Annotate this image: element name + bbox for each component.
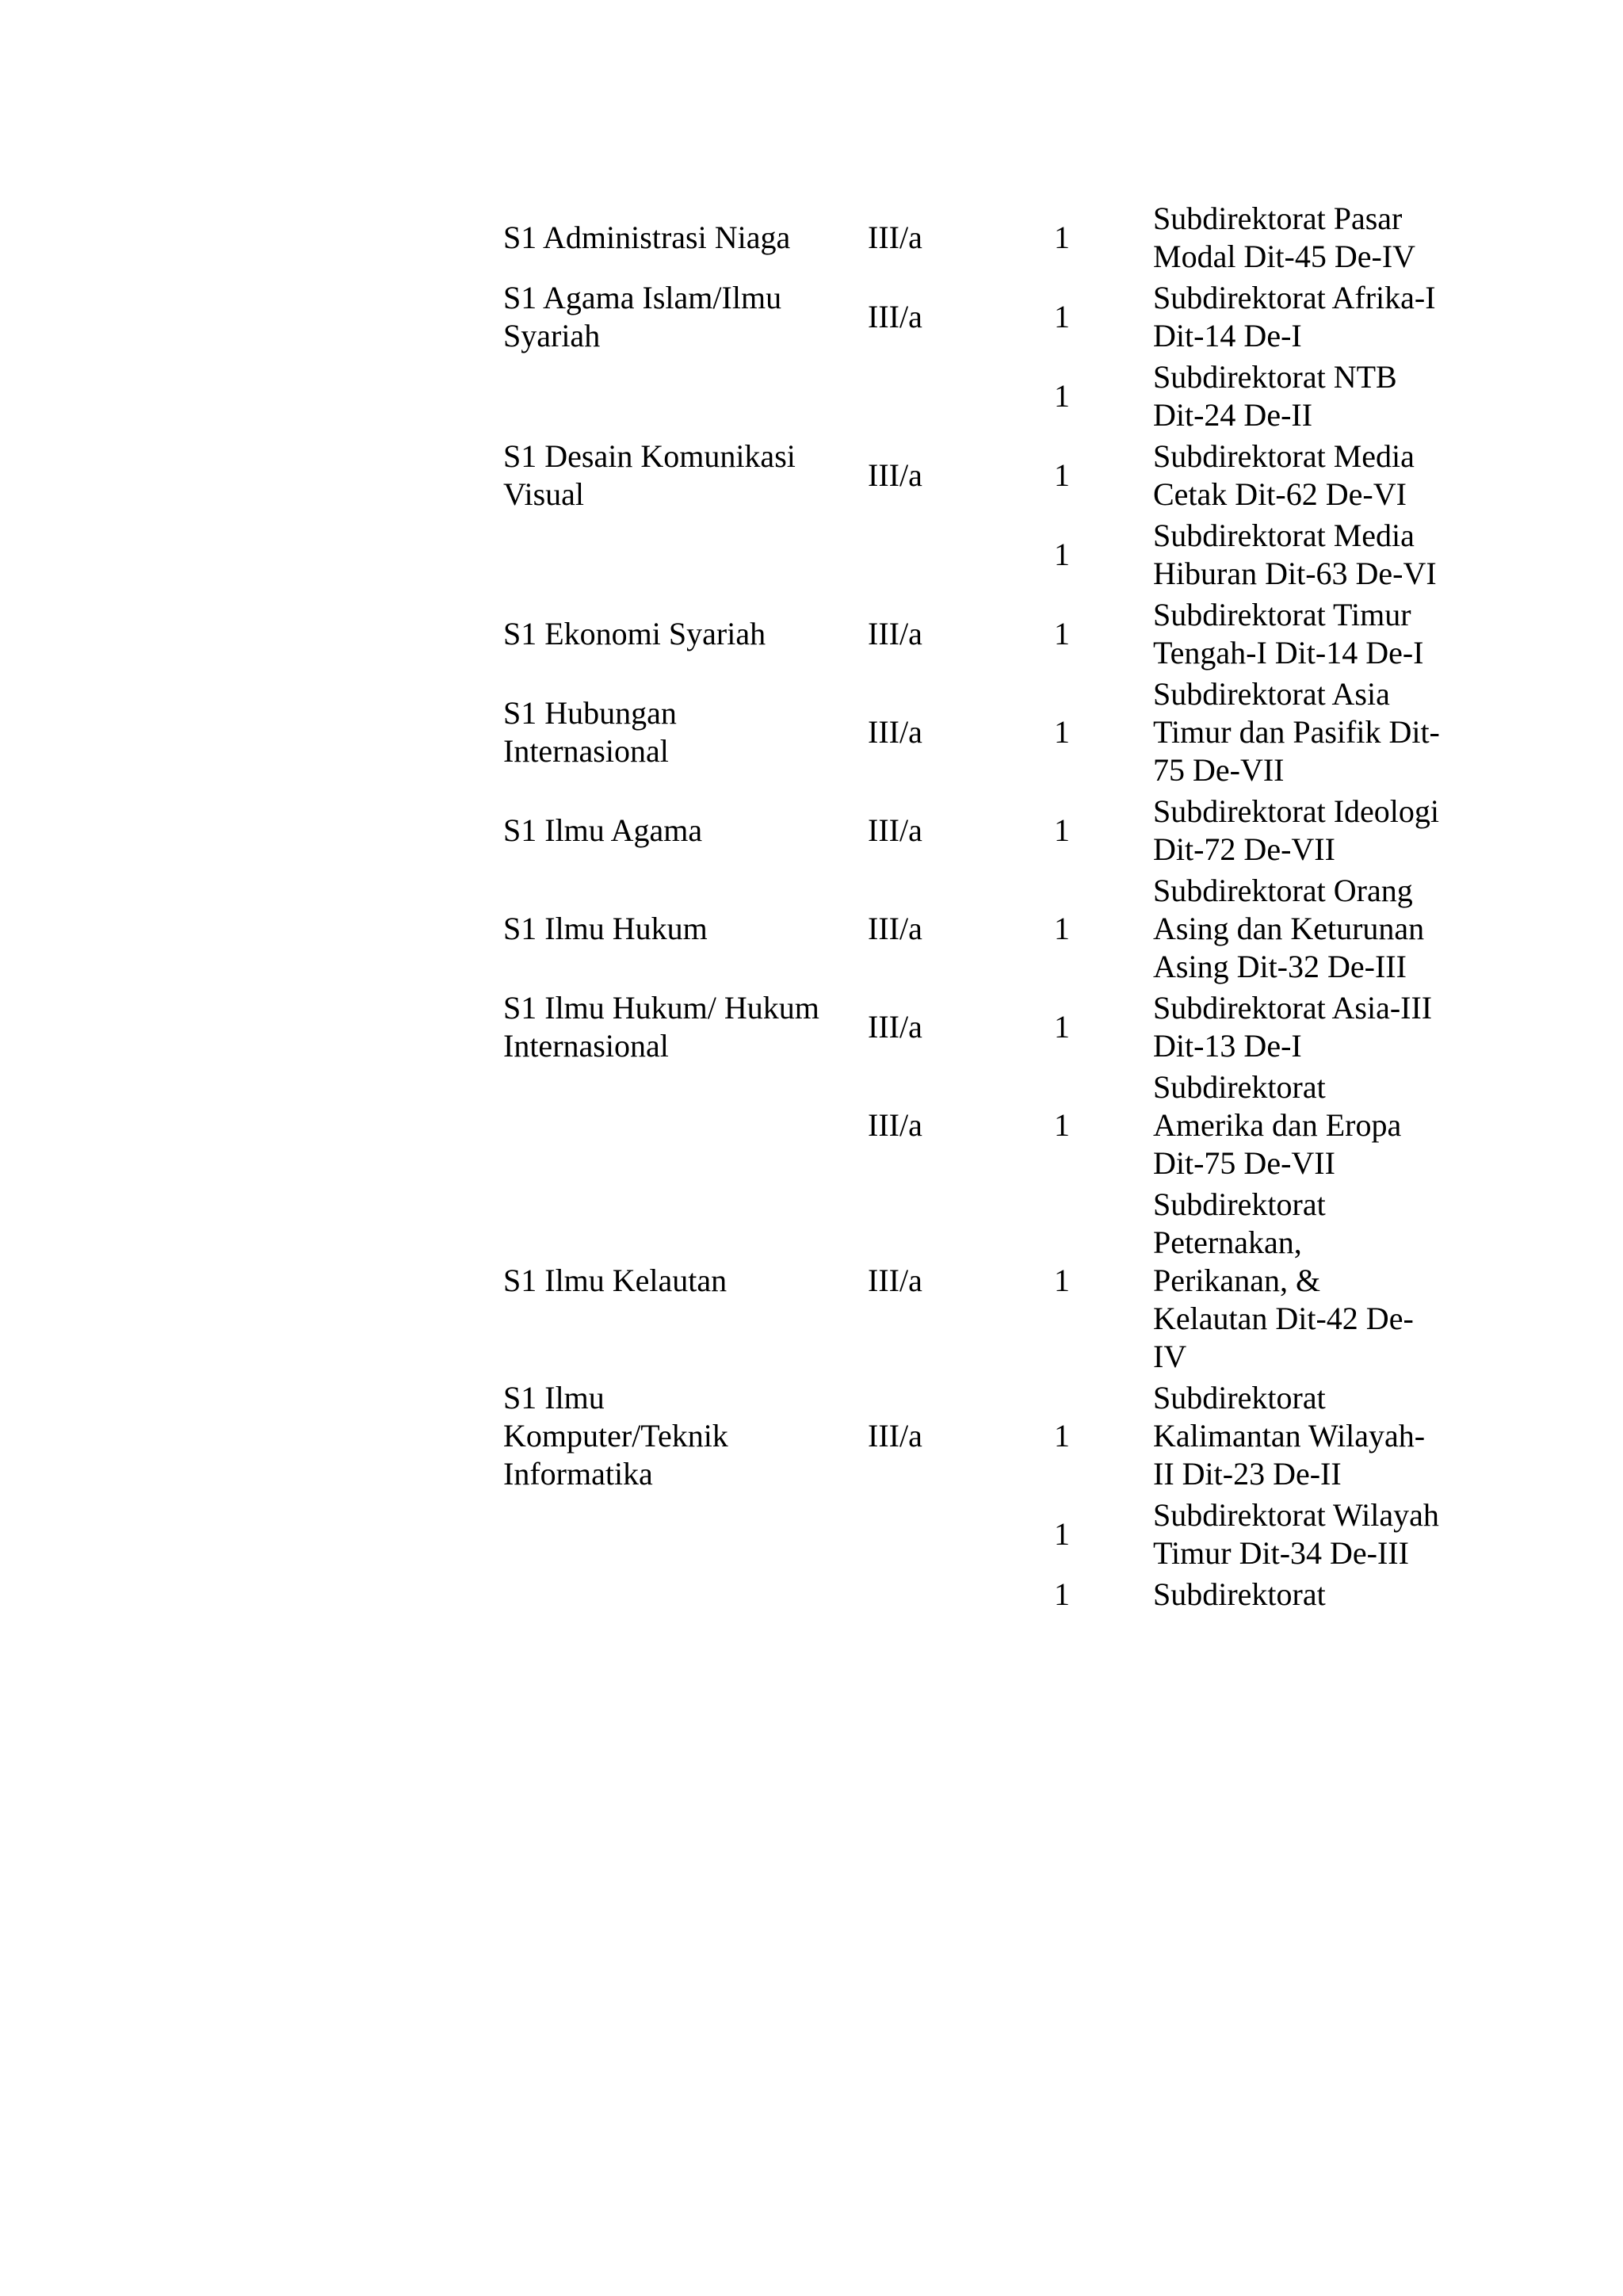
golongan-cell: III/a	[868, 457, 922, 493]
table-row	[483, 988, 1450, 1067]
golongan-cell	[856, 1574, 1006, 1615]
jurusan-cell: S1 Ilmu Komputer/Teknik Informatika	[503, 1380, 728, 1492]
golongan-cell	[856, 515, 1006, 594]
unit-cell: Subdirektorat Wilayah Timur Dit-34 De-III	[1153, 1497, 1439, 1571]
jurusan-cell: S1 Hubungan Internasional	[503, 695, 677, 769]
golongan-cell	[856, 1495, 1006, 1574]
jurusan-cell: S1 Ilmu Hukum	[503, 911, 708, 946]
jumlah-cell: 1	[1054, 714, 1070, 750]
table-row	[483, 1574, 1450, 1615]
jumlah-cell: 1	[1054, 1576, 1070, 1612]
jumlah-cell: 1	[1054, 299, 1070, 334]
jurusan-cell	[483, 1495, 856, 1574]
jurusan-cell: S1 Ilmu Kelautan	[503, 1263, 727, 1298]
table-row	[483, 277, 1450, 357]
jumlah-cell: 1	[1054, 220, 1070, 255]
jurusan-cell: S1 Ilmu Agama	[503, 812, 703, 848]
table-row	[483, 515, 1450, 594]
table-row	[483, 198, 1450, 277]
table-row	[483, 1495, 1450, 1574]
golongan-cell: III/a	[868, 1418, 922, 1454]
golongan-cell: III/a	[868, 220, 922, 255]
table-row	[483, 436, 1450, 515]
jurusan-cell	[483, 357, 856, 436]
jurusan-cell: S1 Administrasi Niaga	[503, 220, 791, 255]
jumlah-cell: 1	[1054, 537, 1070, 572]
jumlah-cell: 1	[1054, 911, 1070, 946]
unit-cell: Subdirektorat Ideologi Dit-72 De-VII	[1153, 793, 1440, 867]
table-row	[483, 791, 1450, 870]
unit-cell: Subdirektorat Asia-III Dit-13 De-I	[1153, 990, 1433, 1064]
golongan-cell: III/a	[868, 911, 922, 946]
table-row	[483, 870, 1450, 988]
jurusan-cell: S1 Ekonomi Syariah	[503, 616, 766, 651]
jurusan-cell: S1 Ilmu Hukum/ Hukum Internasional	[503, 990, 819, 1064]
table-row	[483, 594, 1450, 674]
golongan-cell: III/a	[868, 1263, 922, 1298]
jurusan-cell: S1 Agama Islam/Ilmu Syariah	[503, 280, 782, 353]
jumlah-cell: 1	[1054, 1009, 1070, 1045]
unit-cell: Subdirektorat Amerika dan Eropa Dit-75 De-VII	[1153, 1069, 1402, 1181]
jurusan-cell	[483, 515, 856, 594]
golongan-cell: III/a	[868, 714, 922, 750]
table-row	[483, 1184, 1450, 1377]
unit-cell: Subdirektorat NTB Dit-24 De-II	[1153, 359, 1397, 433]
jumlah-cell: 1	[1054, 1263, 1070, 1298]
jumlah-cell: 1	[1054, 1516, 1070, 1552]
unit-cell: Subdirektorat Kalimantan Wilayah-II Dit-23 De-II	[1153, 1380, 1426, 1492]
golongan-cell: III/a	[868, 616, 922, 651]
golongan-cell: III/a	[868, 1107, 922, 1143]
jurusan-cell: S1 Desain Komunikasi Visual	[503, 438, 796, 512]
jumlah-cell: 1	[1054, 812, 1070, 848]
unit-cell: Subdirektorat Peternakan, Perikanan, & Kelautan Dit-42 De-IV	[1153, 1186, 1414, 1374]
unit-cell: Subdirektorat Timur Tengah-I Dit-14 De-I	[1153, 597, 1424, 670]
unit-cell: Subdirektorat Asia Timur dan Pasifik Dit-75 De-VII	[1153, 676, 1440, 788]
unit-cell: Subdirektorat	[1153, 1576, 1326, 1612]
table-row	[483, 1377, 1450, 1495]
jumlah-cell: 1	[1054, 378, 1070, 414]
golongan-cell: III/a	[868, 1009, 922, 1045]
jumlah-cell: 1	[1054, 1418, 1070, 1454]
unit-cell: Subdirektorat Afrika-I Dit-14 De-I	[1153, 280, 1436, 353]
unit-cell: Subdirektorat Media Cetak Dit-62 De-VI	[1153, 438, 1415, 512]
table-row	[483, 357, 1450, 436]
golongan-cell: III/a	[868, 299, 922, 334]
jumlah-cell: 1	[1054, 1107, 1070, 1143]
golongan-cell: III/a	[868, 812, 922, 848]
golongan-cell	[856, 357, 1006, 436]
unit-cell: Subdirektorat Media Hiburan Dit-63 De-VI	[1153, 518, 1437, 591]
jumlah-cell: 1	[1054, 616, 1070, 651]
jurusan-cell	[483, 1574, 856, 1615]
unit-cell: Subdirektorat Pasar Modal Dit-45 De-IV	[1153, 201, 1416, 274]
table-row	[483, 1067, 1450, 1184]
jumlah-cell: 1	[1054, 457, 1070, 493]
table-row	[483, 674, 1450, 791]
formasi-table	[483, 198, 1450, 1615]
unit-cell: Subdirektorat Orang Asing dan Keturunan Asing Dit-32 De-III	[1153, 873, 1425, 984]
jurusan-cell	[483, 1067, 856, 1184]
